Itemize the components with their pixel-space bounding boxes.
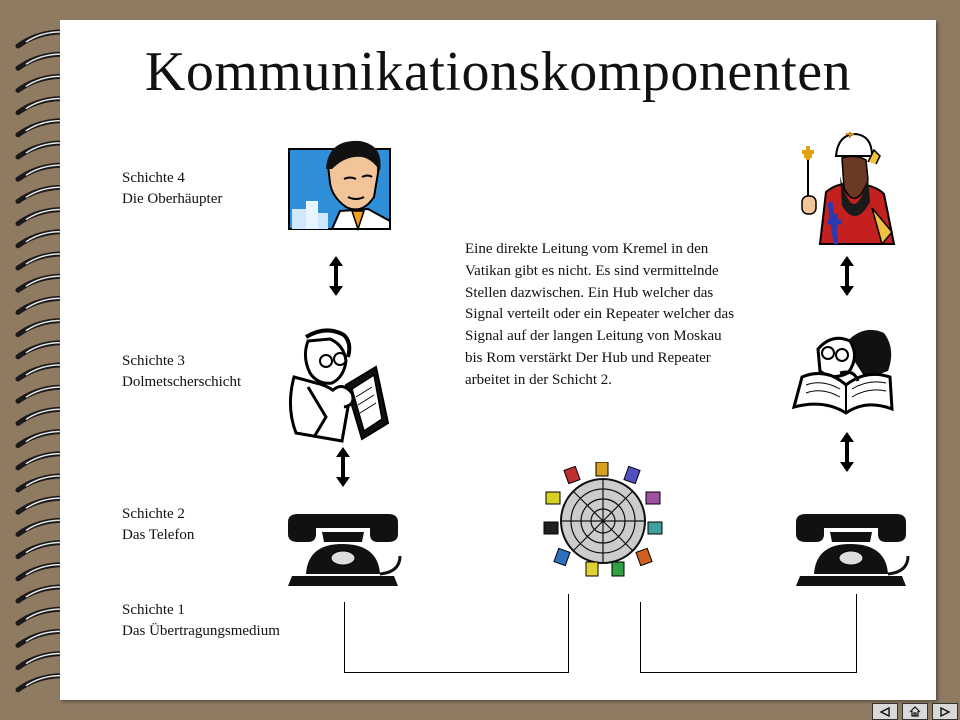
hub-network-icon: [542, 462, 664, 580]
double-arrow-right-upper-icon: [838, 254, 856, 298]
layer-4-name: Die Oberhäupter: [122, 191, 223, 207]
cable-right-vertical-b: [856, 594, 857, 673]
back-icon: [879, 707, 891, 717]
double-arrow-left-upper-icon: [327, 254, 345, 298]
cable-left-horizontal: [344, 672, 569, 673]
layer-1-name: Das Übertragungsmedium: [122, 623, 280, 639]
nav-back-button[interactable]: [872, 703, 898, 720]
nav-home-button[interactable]: [902, 703, 928, 720]
cable-right-horizontal: [640, 672, 857, 673]
layer-4-number: Schichte 4: [122, 170, 185, 186]
layer-1-label: [122, 600, 280, 642]
cable-right-vertical-a: [640, 602, 641, 673]
double-arrow-left-lower-icon: [334, 445, 352, 489]
home-icon: [909, 706, 921, 717]
description-text: Eine direkte Leitung vom Kremel in den Vatikan gibt es nicht. Es sind vermittelnde Stellen dazwischen. Ein Hub welcher das Signal verteilt oder ein Repeater welcher das Signal auf der langen Leitung von Moskau bis Rom verstärkt Der Hub und Repeater arbeitet in der Schicht 2.: [465, 241, 735, 388]
patriarch-icon: [798, 132, 904, 246]
cable-left-vertical-b: [568, 594, 569, 673]
layer-2-name: Das Telefon: [122, 527, 195, 543]
old-telephone-left-icon: [282, 512, 404, 588]
old-telephone-right-icon: [790, 512, 912, 588]
layer-3-label: [122, 351, 241, 393]
slide-title: Kommunikationskomponenten: [144, 41, 852, 103]
layer-4-label: [122, 168, 222, 210]
double-arrow-right-lower-icon: [838, 430, 856, 474]
businessman-icon: [288, 135, 392, 231]
reader-with-book-icon: [792, 327, 894, 417]
layer-3-name: Dolmetscherschicht: [122, 374, 242, 390]
forward-icon: [939, 707, 951, 717]
interpreter-with-book-icon: [286, 327, 390, 443]
layer-2-label: [122, 504, 194, 546]
layer-1-number: Schichte 1: [122, 602, 185, 618]
cable-left-vertical-a: [344, 602, 345, 673]
layer-2-number: Schichte 2: [122, 506, 185, 522]
layer-3-number: Schichte 3: [122, 353, 185, 369]
nav-forward-button[interactable]: [932, 703, 958, 720]
